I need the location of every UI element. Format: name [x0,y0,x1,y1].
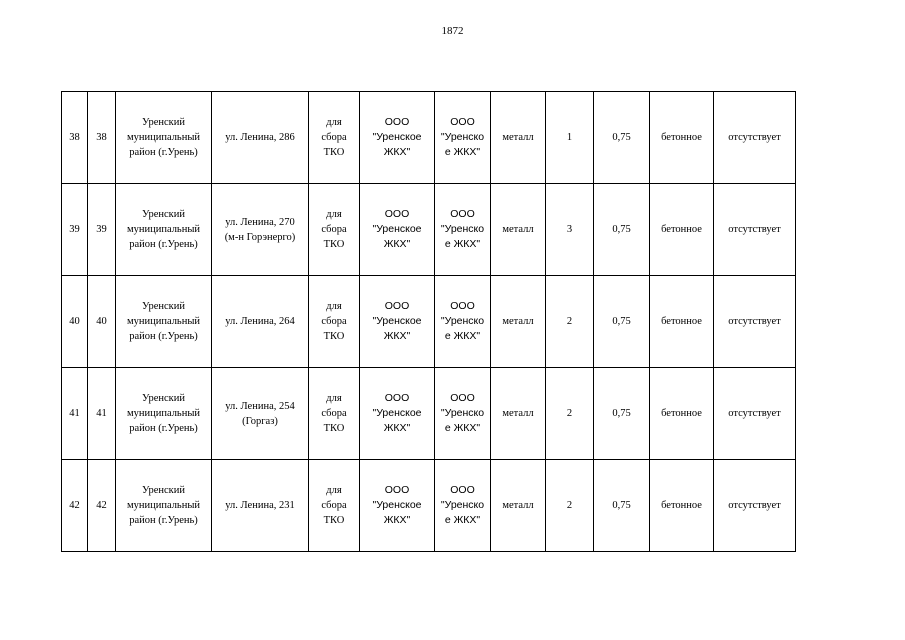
owner-cell: ООО "Уренско е ЖКХ" [435,460,491,552]
owner-cell: ООО "Уренско е ЖКХ" [435,276,491,368]
operator-cell: ООО "Уренское ЖКХ" [360,92,435,184]
table-row [62,184,796,276]
surface-cell: бетонное [650,276,714,368]
district-cell: Уренский муниципальный район (г.Урень) [116,368,212,460]
volume-cell: 0,75 [594,92,650,184]
district-cell: Уренский муниципальный район (г.Урень) [116,460,212,552]
volume-cell: 0,75 [594,184,650,276]
district-cell: Уренский муниципальный район (г.Урень) [116,184,212,276]
fence-cell: отсутствует [714,460,796,552]
surface-cell: бетонное [650,460,714,552]
operator-cell: ООО "Уренское ЖКХ" [360,460,435,552]
table-row [62,92,796,184]
purpose-cell: для сбора ТКО [309,460,360,552]
district-cell: Уренский муниципальный район (г.Урень) [116,92,212,184]
purpose-cell: для сбора ТКО [309,276,360,368]
material-cell: металл [491,368,546,460]
operator-cell: ООО "Уренское ЖКХ" [360,184,435,276]
purpose-cell: для сбора ТКО [309,184,360,276]
table-row [62,368,796,460]
volume-cell: 0,75 [594,460,650,552]
table-row [62,276,796,368]
count-cell: 3 [546,184,594,276]
count-cell: 2 [546,276,594,368]
page-number: 1872 [441,25,464,37]
fence-cell: отсутствует [714,92,796,184]
site-number-cell: 39 [88,184,116,276]
material-cell: металл [491,276,546,368]
operator-cell: ООО "Уренское ЖКХ" [360,276,435,368]
count-cell: 2 [546,368,594,460]
purpose-cell: для сбора ТКО [309,368,360,460]
surface-cell: бетонное [650,368,714,460]
row-number-cell: 41 [62,368,88,460]
count-cell: 1 [546,92,594,184]
district-cell: Уренский муниципальный район (г.Урень) [116,276,212,368]
purpose-cell: для сбора ТКО [309,92,360,184]
count-cell: 2 [546,460,594,552]
owner-cell: ООО "Уренско е ЖКХ" [435,368,491,460]
material-cell: металл [491,184,546,276]
site-number-cell: 38 [88,92,116,184]
row-number-cell: 40 [62,276,88,368]
site-number-cell: 40 [88,276,116,368]
row-number-cell: 39 [62,184,88,276]
owner-cell: ООО "Уренско е ЖКХ" [435,92,491,184]
material-cell: металл [491,92,546,184]
table-row [62,460,796,552]
row-number-cell: 38 [62,92,88,184]
address-cell: ул. Ленина, 270 (м-н Горэнерго) [212,184,309,276]
sites-table [61,91,796,552]
site-number-cell: 42 [88,460,116,552]
volume-cell: 0,75 [594,276,650,368]
address-cell: ул. Ленина, 254 (Горгаз) [212,368,309,460]
row-number-cell: 42 [62,460,88,552]
fence-cell: отсутствует [714,276,796,368]
fence-cell: отсутствует [714,368,796,460]
fence-cell: отсутствует [714,184,796,276]
operator-cell: ООО "Уренское ЖКХ" [360,368,435,460]
site-number-cell: 41 [88,368,116,460]
surface-cell: бетонное [650,184,714,276]
volume-cell: 0,75 [594,368,650,460]
address-cell: ул. Ленина, 286 [212,92,309,184]
surface-cell: бетонное [650,92,714,184]
material-cell: металл [491,460,546,552]
owner-cell: ООО "Уренско е ЖКХ" [435,184,491,276]
address-cell: ул. Ленина, 264 [212,276,309,368]
address-cell: ул. Ленина, 231 [212,460,309,552]
